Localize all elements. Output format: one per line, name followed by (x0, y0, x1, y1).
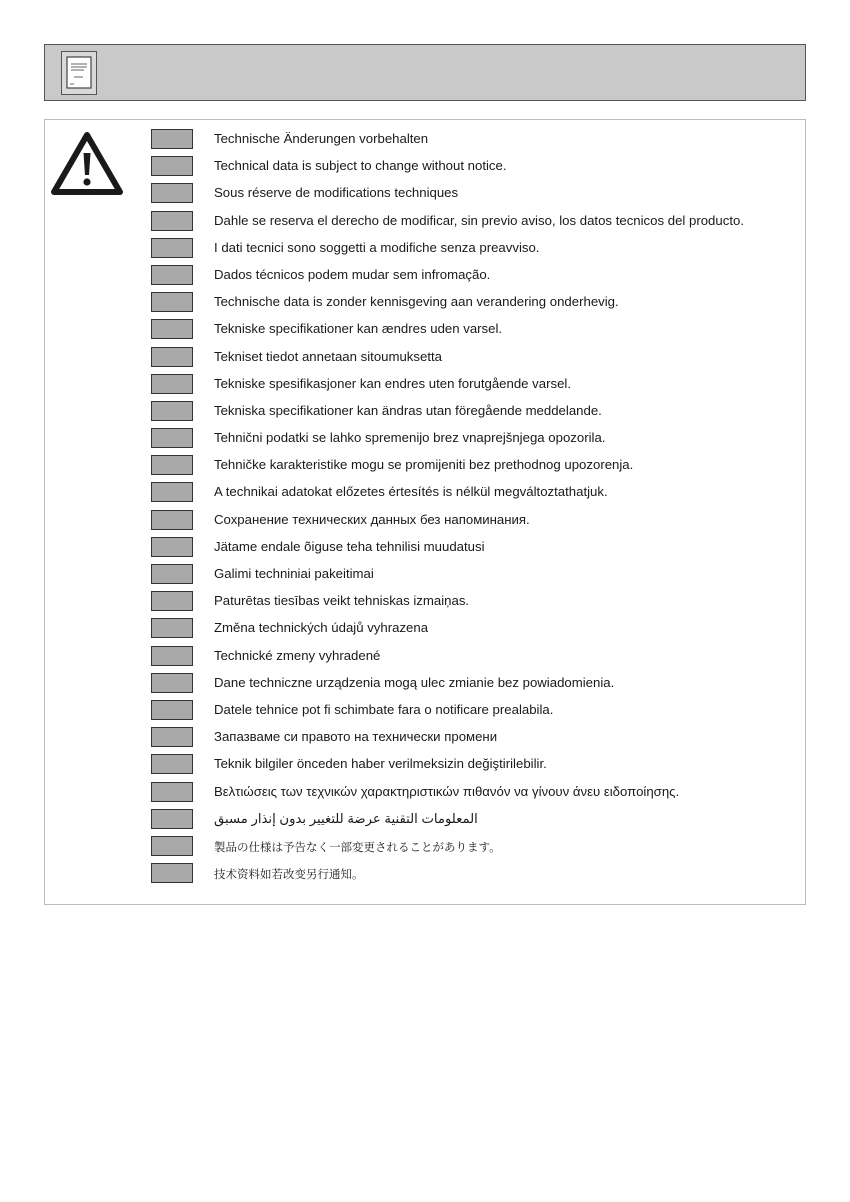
notice-row (151, 644, 801, 671)
notice-text: Paturētas tiesības veikt tehniskas izmaiņas. (214, 593, 470, 609)
flag-fi (151, 347, 193, 367)
flag-cz (151, 618, 193, 638)
notice-text: Technické zmeny vyhradené (214, 647, 381, 663)
notice-text: Tekniska specifikationer kan ändras utan föregående meddelande. (214, 402, 602, 418)
flag-en (151, 156, 193, 176)
notice-row (151, 562, 801, 589)
notice-text: Změna technických údajů vyhrazena (214, 620, 429, 636)
flag-jp (151, 836, 193, 856)
notice-text: Sous réserve de modifications techniques (214, 185, 459, 201)
notice-row (151, 263, 801, 290)
notice-row (151, 508, 801, 535)
notice-row (151, 671, 801, 698)
notice-text: Technische Änderungen vorbehalten (214, 131, 429, 146)
notice-text: Technische data is zonder kennisgeving aan verandering onderhevig. (214, 294, 619, 310)
notice-list (151, 127, 801, 888)
notice-text: Tehničke karakteristike mogu se promijeniti bez prethodnog upozorenja. (214, 457, 634, 473)
notice-text: Tekniset tiedot annetaan sitoumuksetta (214, 348, 442, 364)
notice-text: المعلومات التقنية عرضة للتغيير بدون إنذار مسبق (214, 810, 478, 826)
flag-si (151, 428, 193, 448)
notice-row (151, 345, 801, 372)
warning-triangle-icon (50, 130, 124, 196)
notice-row (151, 589, 801, 616)
flag-pt (151, 265, 193, 285)
notice-text: Βελτιώσεις των τεχνικών χαρακτηριστικών πιθανόν να γίνουν άνευ ειδοποίησης. (214, 783, 680, 799)
notice-text: I dati tecnici sono soggetti a modifiche senza preavviso. (214, 239, 540, 255)
flag-fr (151, 183, 193, 203)
notice-row (151, 752, 801, 779)
flag-it (151, 238, 193, 258)
notice-text: 製品の仕様は予告なく一部変更されることがあります。 (214, 839, 501, 854)
flag-cn (151, 863, 193, 883)
notice-row (151, 154, 801, 181)
flag-no (151, 374, 193, 394)
flag-sk (151, 646, 193, 666)
notice-text: Сохранение технических данных без напоминания. (214, 511, 530, 527)
notice-row (151, 181, 801, 208)
flag-gr (151, 782, 193, 802)
notice-text: Запазваме си правото на технически промени (214, 729, 498, 745)
notice-text: Datele tehnice pot fi schimbate fara o notificare prealabila. (214, 701, 554, 717)
notice-row (151, 290, 801, 317)
notice-row (151, 616, 801, 643)
document-icon (61, 51, 97, 95)
notice-text: 技术资料如若改变另行通知。 (214, 867, 364, 882)
notice-text: Dane techniczne urządzenia mogą ulec zmianie bez powiadomienia. (214, 674, 615, 690)
notice-text: Jätame endale õiguse teha tehnilisi muudatusi (214, 538, 485, 554)
flag-ar (151, 809, 193, 829)
notice-row (151, 861, 801, 888)
notice-row (151, 807, 801, 834)
flag-dk (151, 319, 193, 339)
notice-row (151, 535, 801, 562)
notice-text: Tekniske specifikationer kan ændres uden varsel. (214, 321, 503, 337)
notice-text: A technikai adatokat előzetes értesítés is nélkül megváltoztathatjuk. (214, 484, 608, 500)
flag-de (151, 129, 193, 149)
notice-row (151, 399, 801, 426)
notice-text: Dados técnicos podem mudar sem infromação. (214, 266, 491, 282)
flag-es (151, 211, 193, 231)
notice-row (151, 698, 801, 725)
notice-row (151, 834, 801, 861)
flag-lt (151, 564, 193, 584)
flag-hu (151, 482, 193, 502)
flag-ru (151, 510, 193, 530)
header-bar (44, 44, 806, 101)
notice-text: Teknik bilgiler önceden haber verilmeksizin değiştirilebilir. (214, 756, 547, 772)
notice-text: Technical data is subject to change without notice. (214, 158, 507, 174)
flag-pl (151, 673, 193, 693)
notice-row (151, 725, 801, 752)
flag-lv (151, 591, 193, 611)
flag-nl (151, 292, 193, 312)
notice-row (151, 317, 801, 344)
notice-row (151, 426, 801, 453)
flag-bg (151, 727, 193, 747)
notice-row (151, 780, 801, 807)
notice-text: Tekniske spesifikasjoner kan endres uten forutgående varsel. (214, 375, 572, 391)
notice-text: Tehnični podatki se lahko spremenijo brez vnaprejšnjega opozorila. (214, 430, 606, 446)
notice-row (151, 209, 801, 236)
notice-text: Dahle se reserva el derecho de modificar, sin previo aviso, los datos tecnicos del producto. (214, 212, 744, 228)
notice-row (151, 453, 801, 480)
flag-tr (151, 754, 193, 774)
flag-ee (151, 537, 193, 557)
notice-row (151, 372, 801, 399)
flag-se (151, 401, 193, 421)
notice-row (151, 480, 801, 507)
notice-row (151, 127, 801, 154)
notice-text: Galimi techniniai pakeitimai (214, 566, 374, 581)
flag-ro (151, 700, 193, 720)
flag-hr (151, 455, 193, 475)
notice-row (151, 236, 801, 263)
